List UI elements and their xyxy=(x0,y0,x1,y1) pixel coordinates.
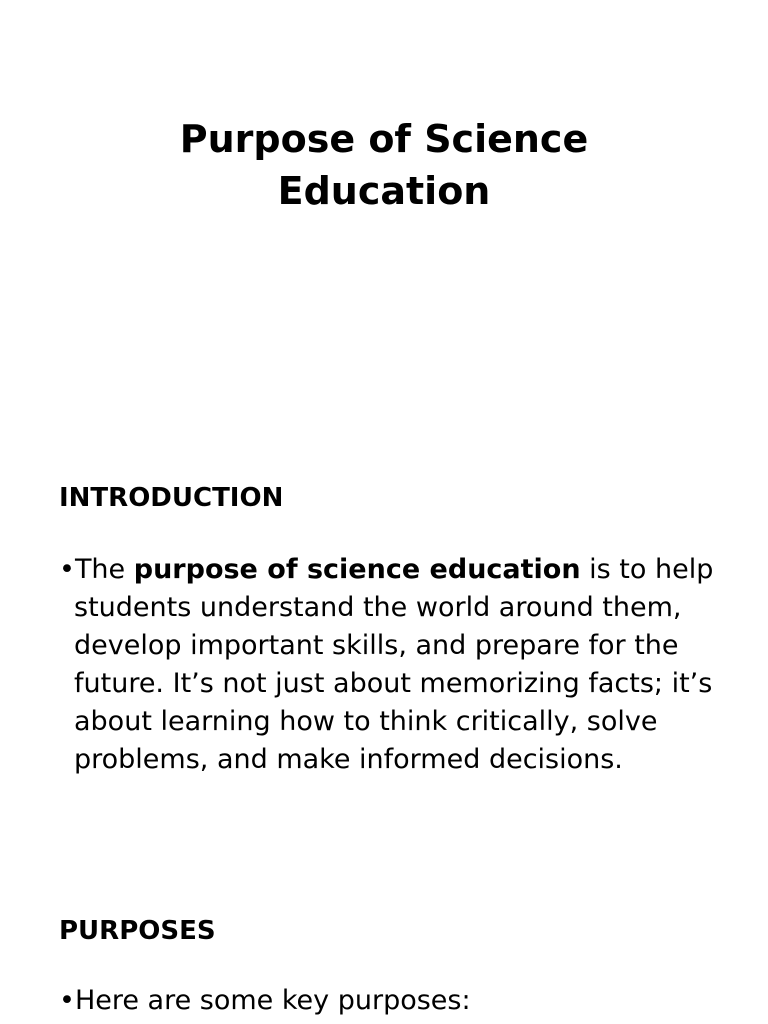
title-line-1: Purpose of Science xyxy=(179,117,589,161)
introduction-heading: INTRODUCTION xyxy=(59,483,284,513)
purposes-bullet xyxy=(59,982,754,1020)
bullet-marker: • xyxy=(59,554,75,585)
introduction-lead-text: The xyxy=(74,554,134,585)
purposes-heading: PURPOSES xyxy=(59,916,216,946)
bullet-marker: • xyxy=(59,985,75,1016)
page-title xyxy=(0,113,768,217)
introduction-body-text: is to help students understand the world around them, develop important skills, and prepare for the future. It’s not just about memorizing facts; it’s about learning how to think critically, solve problems, and make informed decisions. xyxy=(74,554,714,775)
title-line-2: Education xyxy=(277,169,491,213)
introduction-emphasis-text: purpose of science education xyxy=(133,554,581,585)
introduction-bullet xyxy=(59,551,754,779)
purposes-body-text: Here are some key purposes: xyxy=(74,985,471,1016)
